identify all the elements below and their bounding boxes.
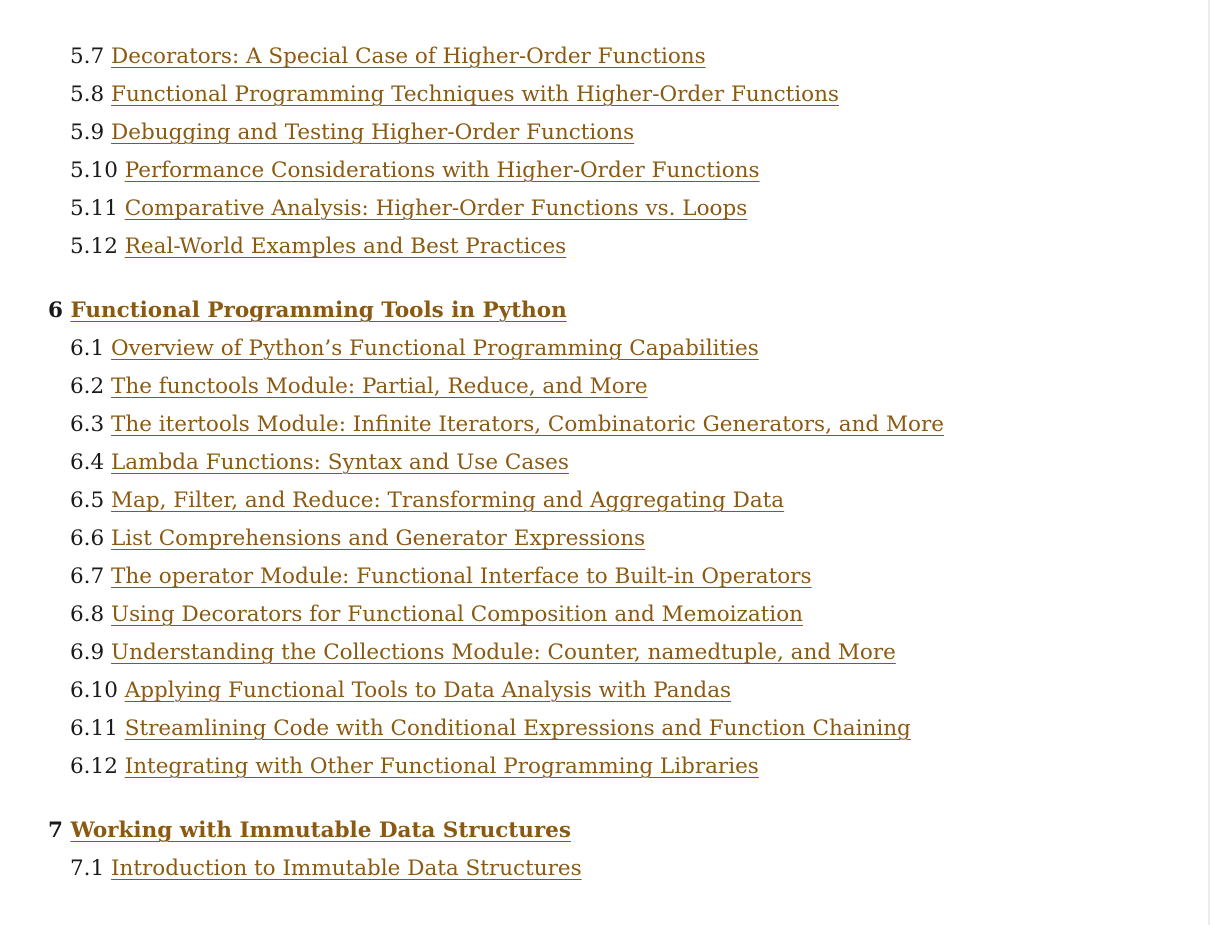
section-link-decorators-composition[interactable]: Using Decorators for Functional Composition and Memoization	[111, 602, 803, 627]
section-link-map-filter-reduce[interactable]: Map, Filter, and Reduce: Transforming and Aggregating Data	[111, 488, 785, 513]
toc-chapter-7	[48, 812, 1188, 850]
section-link-real-world-examples[interactable]: Real-World Examples and Best Practices	[124, 234, 567, 259]
section-number: 6.1	[70, 336, 112, 361]
toc-section-6-11	[48, 710, 1188, 748]
section-number: 6.3	[70, 412, 112, 437]
toc-section-6-2	[48, 368, 1188, 406]
section-link-lambda[interactable]: Lambda Functions: Syntax and Use Cases	[111, 450, 569, 475]
section-number: 6.6	[70, 526, 112, 551]
section-number: 5.11	[70, 196, 125, 221]
section-number: 7.1	[70, 856, 112, 881]
toc-section-6-7	[48, 558, 1188, 596]
section-number: 5.7	[70, 44, 112, 69]
chapter-number: 7	[48, 818, 71, 843]
section-link-itertools[interactable]: The itertools Module: Infinite Iterators, Combinatoric Generators, and More	[111, 412, 944, 437]
section-link-functional-techniques[interactable]: Functional Programming Techniques with Higher-Order Functions	[111, 82, 839, 107]
toc-section-6-5	[48, 482, 1188, 520]
toc-section-6-10	[48, 672, 1188, 710]
chapter-link-functional-tools[interactable]: Functional Programming Tools in Python	[70, 298, 567, 323]
toc-section-5-8	[48, 76, 1188, 114]
section-link-streamlining[interactable]: Streamlining Code with Conditional Expressions and Function Chaining	[124, 716, 911, 741]
section-link-functools[interactable]: The functools Module: Partial, Reduce, and More	[111, 374, 648, 399]
toc-section-6-8	[48, 596, 1188, 634]
section-number: 6.5	[70, 488, 112, 513]
section-link-decorators[interactable]: Decorators: A Special Case of Higher-Order Functions	[111, 44, 706, 69]
toc-section-6-4	[48, 444, 1188, 482]
section-number: 6.2	[70, 374, 112, 399]
toc-section-5-10	[48, 152, 1188, 190]
section-number: 5.10	[70, 158, 125, 183]
section-number: 6.8	[70, 602, 112, 627]
section-number: 6.4	[70, 450, 112, 475]
chapter-link-immutable-data[interactable]: Working with Immutable Data Structures	[70, 818, 571, 843]
section-number: 5.12	[70, 234, 125, 259]
toc-section-5-7	[48, 38, 1188, 76]
toc-section-6-1	[48, 330, 1188, 368]
section-number: 6.12	[70, 754, 125, 779]
section-number: 5.8	[70, 82, 112, 107]
section-link-comprehensions[interactable]: List Comprehensions and Generator Expressions	[111, 526, 646, 551]
toc-section-5-11	[48, 190, 1188, 228]
toc-section-6-3	[48, 406, 1188, 444]
section-link-debugging-testing[interactable]: Debugging and Testing Higher-Order Functions	[111, 120, 635, 145]
section-link-overview[interactable]: Overview of Python’s Functional Programming Capabilities	[111, 336, 759, 361]
section-number: 6.10	[70, 678, 125, 703]
section-number: 6.9	[70, 640, 112, 665]
section-number: 5.9	[70, 120, 112, 145]
toc-section-6-9	[48, 634, 1188, 672]
toc-section-6-6	[48, 520, 1188, 558]
section-number: 6.7	[70, 564, 112, 589]
toc-section-5-12	[48, 228, 1188, 266]
toc-section-5-9	[48, 114, 1188, 152]
section-link-pandas[interactable]: Applying Functional Tools to Data Analysis with Pandas	[124, 678, 732, 703]
section-number: 6.11	[70, 716, 125, 741]
toc-chapter-6	[48, 292, 1188, 330]
table-of-contents	[48, 38, 1188, 888]
section-link-integrating-libraries[interactable]: Integrating with Other Functional Programming Libraries	[124, 754, 759, 779]
toc-section-6-12	[48, 748, 1188, 786]
section-link-operator-module[interactable]: The operator Module: Functional Interface to Built-in Operators	[111, 564, 812, 589]
chapter-number: 6	[48, 298, 71, 323]
section-link-performance[interactable]: Performance Considerations with Higher-Order Functions	[124, 158, 760, 183]
section-link-collections[interactable]: Understanding the Collections Module: Counter, namedtuple, and More	[111, 640, 896, 665]
section-link-comparative-analysis[interactable]: Comparative Analysis: Higher-Order Functions vs. Loops	[124, 196, 748, 221]
toc-section-7-1	[48, 850, 1188, 888]
section-link-intro-immutable[interactable]: Introduction to Immutable Data Structures	[111, 856, 582, 881]
